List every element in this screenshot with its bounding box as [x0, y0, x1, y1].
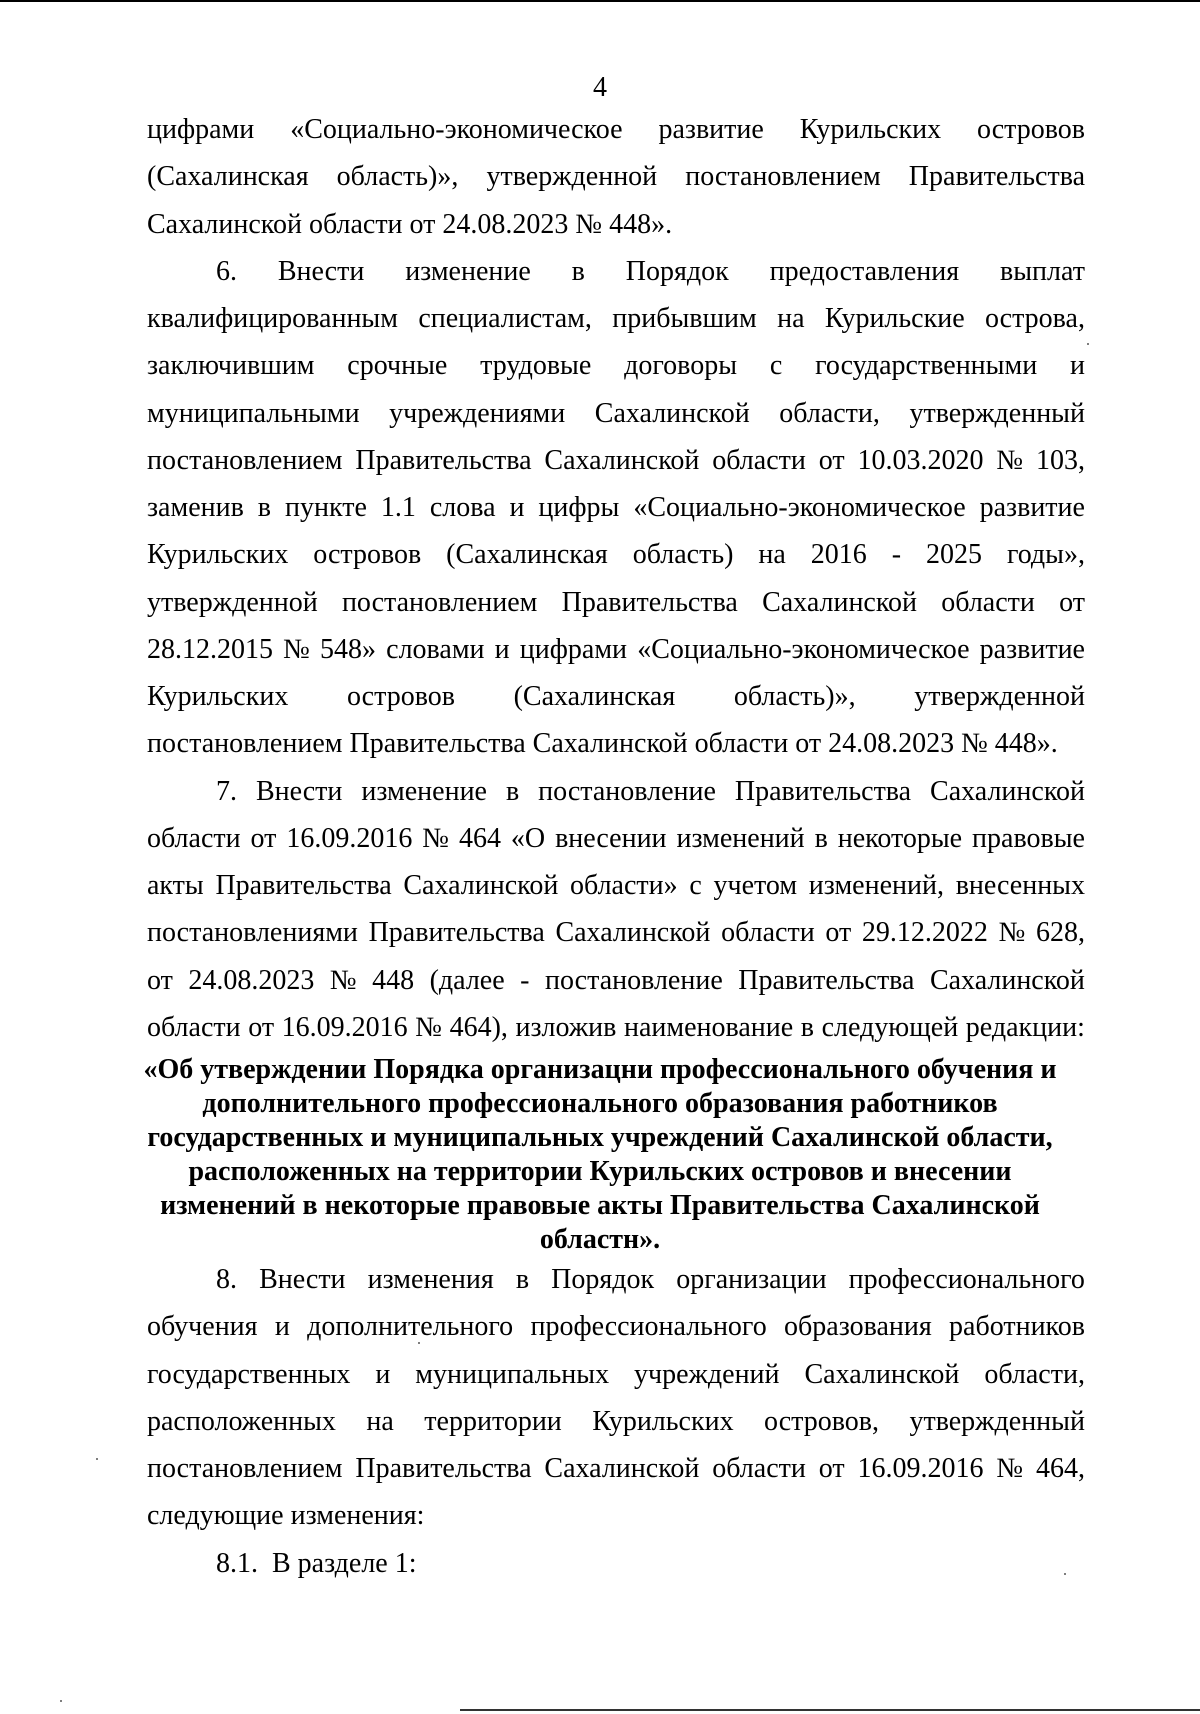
word: № [283, 634, 310, 665]
word: (далее [429, 965, 505, 996]
word: № [996, 1453, 1024, 1484]
word: области, [984, 1359, 1085, 1390]
word: в [571, 256, 585, 287]
word: 464 [458, 823, 501, 854]
text-line [147, 159, 1085, 199]
word: государственными [815, 350, 1038, 381]
word: следующей [821, 1012, 959, 1043]
word: в [800, 1012, 814, 1043]
word: островов [346, 681, 455, 712]
word: заменив [147, 492, 244, 523]
text-line [147, 348, 1085, 388]
word: утвержденный [909, 1406, 1085, 1437]
word: 548» [320, 634, 376, 665]
word: профессионального [848, 1264, 1085, 1295]
word: область) [632, 539, 734, 570]
word: и [1070, 350, 1085, 381]
word: цифры [538, 492, 620, 523]
word: учетом [713, 870, 798, 901]
word: постановлениями [147, 917, 358, 948]
word: 10.03.2020 [857, 445, 984, 476]
word: (Сахалинская [513, 681, 676, 712]
word: изменение [361, 776, 487, 807]
word: утвержденный [909, 398, 1085, 429]
word: Правительства [355, 445, 532, 476]
word: островов [977, 114, 1085, 145]
word: «Социально-экономическое [637, 634, 970, 665]
subsection-8-1: 8.1. В разделе 1: [216, 1548, 417, 1579]
word: области [147, 1012, 241, 1043]
text-line [147, 301, 1085, 341]
word: изменений [676, 823, 805, 854]
word: области, [779, 398, 880, 429]
word: 29.12.2022 [861, 917, 988, 948]
word: Сахалинской [403, 870, 559, 901]
word: постановление [545, 965, 723, 996]
word: области [712, 1453, 806, 1484]
word: постановлением [147, 1453, 343, 1484]
word: учреждениями [389, 398, 566, 429]
word: 28.12.2015 [147, 634, 273, 665]
word: квалифицированным [147, 303, 398, 334]
word: Правительства [561, 587, 738, 618]
word: от [825, 917, 852, 948]
bottom-border [460, 1709, 1200, 1711]
word: изменений, [808, 870, 944, 901]
word: Сахалинской [544, 445, 700, 476]
word: 103, [1035, 445, 1085, 476]
text-line [147, 1309, 1085, 1349]
text-line [147, 396, 1085, 436]
scan-speck [96, 1458, 98, 1460]
word: словами [386, 634, 485, 665]
text-line [147, 632, 1085, 672]
bold-title-line: расположенных на территории Курильских островов и внесении [188, 1156, 1012, 1187]
word: 2025 [926, 539, 982, 570]
text-line [147, 915, 1085, 955]
word: области» [570, 870, 678, 901]
word: от [250, 823, 277, 854]
word: - [520, 965, 530, 996]
text-line [147, 868, 1085, 908]
word: № [422, 823, 450, 854]
word: на [777, 303, 805, 334]
word: островов [313, 539, 422, 570]
text-line [147, 679, 1085, 719]
word: 464), [449, 1012, 508, 1043]
word: № [996, 445, 1024, 476]
word: Сахалинской [594, 398, 750, 429]
word: Курильских [592, 1406, 734, 1437]
text-line [147, 112, 1085, 152]
word: Порядок [625, 256, 729, 287]
paragraph-6-start [216, 254, 1085, 294]
word: и [509, 492, 525, 523]
word: постановление [538, 776, 716, 807]
word: и [494, 634, 510, 665]
word: 628, [1035, 917, 1085, 948]
word: области [721, 917, 815, 948]
word: некоторые [837, 823, 963, 854]
word: Сахалинской [555, 917, 711, 948]
word: Курильские [824, 303, 965, 334]
word: внесенных [955, 870, 1085, 901]
word: постановлением [685, 161, 881, 192]
word: Сахалинской [929, 965, 1085, 996]
word: 16.09.2016 [281, 1012, 408, 1043]
word: государственных [147, 1359, 351, 1390]
word: Внести [277, 256, 365, 287]
word: в [257, 492, 272, 523]
text-line [147, 1404, 1085, 1444]
bold-title-line: областн». [539, 1224, 661, 1255]
word: постановлением [147, 445, 343, 476]
word: Правительства [215, 870, 392, 901]
scan-speck [1087, 343, 1089, 345]
bold-title-line: изменений в некоторые правовые акты Правительства Сахалинской [160, 1190, 1040, 1221]
word: пункте [285, 492, 367, 523]
word: территории [424, 1406, 562, 1437]
word: работников [949, 1311, 1085, 1342]
text-line [147, 963, 1085, 1003]
word: 24.08.2023 [188, 965, 315, 996]
word: № [329, 965, 357, 996]
word: внесении [555, 823, 667, 854]
word: срочные [347, 350, 448, 381]
word: постановлением [341, 587, 538, 618]
word: от [248, 1012, 275, 1043]
word: от [818, 1453, 845, 1484]
word: наименование [623, 1012, 794, 1043]
word: 464, [1035, 1453, 1085, 1484]
word: и [375, 1359, 391, 1390]
word: обучения [147, 1311, 258, 1342]
text-line [147, 537, 1085, 577]
bold-title-line: дополнительного профессионального образования работников [202, 1088, 998, 1119]
word: изложив [515, 1012, 617, 1043]
word: в [505, 776, 520, 807]
word: 6. [216, 256, 237, 287]
word: муниципальными [147, 398, 360, 429]
word: дополнительного [307, 1311, 514, 1342]
word: острова, [984, 303, 1085, 334]
word: № [415, 1012, 442, 1043]
word: муниципальных [415, 1359, 610, 1390]
word: предоставления [769, 256, 960, 287]
word: изменения [367, 1264, 494, 1295]
word: утвержденной [914, 681, 1085, 712]
word: Курильских [147, 681, 289, 712]
word: «Социально-экономическое [633, 492, 966, 523]
word: с [689, 870, 702, 901]
word: 16.09.2016 [857, 1453, 984, 1484]
word: области [147, 823, 241, 854]
word: 2016 [810, 539, 867, 570]
word: слова [429, 492, 496, 523]
word: трудовые [480, 350, 592, 381]
text-line [147, 1451, 1085, 1491]
word: 1.1 [380, 492, 416, 523]
word: Порядок [551, 1264, 655, 1295]
word: островов, [764, 1406, 879, 1437]
scan-speck [1064, 1573, 1066, 1575]
word: годы», [1006, 539, 1085, 570]
text-line [147, 821, 1085, 861]
word: Сахалинской [804, 1359, 960, 1390]
word: Сахалинской [930, 776, 1085, 807]
word: специалистам, [418, 303, 592, 334]
word: утвержденной [486, 161, 658, 192]
word: развитие [658, 114, 764, 145]
text-line [147, 443, 1085, 483]
word: выплат [1000, 256, 1085, 287]
word: Правительства [908, 161, 1085, 192]
word: от [818, 445, 845, 476]
word: расположенных [147, 1406, 336, 1437]
word: Правительства [734, 776, 912, 807]
top-border [0, 0, 1200, 2]
word: учреждений [634, 1359, 780, 1390]
page-number: 4 [593, 72, 607, 103]
word: Курильских [799, 114, 942, 145]
word: договоры [624, 350, 737, 381]
word: Внести [255, 776, 343, 807]
word: с [769, 350, 783, 381]
text-line [147, 490, 1085, 530]
word: Сахалинской [544, 1453, 700, 1484]
word: «О [510, 823, 546, 854]
word: изменение [405, 256, 531, 287]
word: в [814, 823, 828, 854]
word: 16.09.2016 [286, 823, 413, 854]
text-line: постановлением Правительства Сахалинской области от 24.08.2023 № 448». [147, 728, 1058, 759]
word: (Сахалинская [446, 539, 608, 570]
word: 8. [216, 1264, 237, 1295]
text-line: Сахалинской области от 24.08.2023 № 448». [147, 209, 673, 240]
word: область)», [733, 681, 856, 712]
word: от [147, 965, 173, 996]
word: развитие [979, 634, 1085, 665]
word: Внести [259, 1264, 346, 1295]
word: Сахалинской [762, 587, 918, 618]
word: редакции: [965, 1012, 1085, 1043]
word: акты [147, 870, 204, 901]
word: область)», [336, 161, 459, 192]
word: области [712, 445, 806, 476]
text-line [147, 585, 1085, 625]
word: на [758, 539, 786, 570]
text-line [147, 1357, 1085, 1397]
paragraph-7-start [216, 774, 1085, 814]
word: на [366, 1406, 394, 1437]
word: № [998, 917, 1026, 948]
bold-title-line: «Об утверждении Порядка организацни профессионального обучения и [143, 1054, 1057, 1085]
word: 7. [216, 776, 237, 807]
bold-title-line: государственных и муниципальных учреждений Сахалинской области, [147, 1122, 1053, 1153]
word: в [515, 1264, 530, 1295]
word: 448 [372, 965, 415, 996]
word: развитие [979, 492, 1085, 523]
word: Правительства [368, 917, 545, 948]
text-line: следующие изменения: [147, 1500, 425, 1531]
word: Курильских [147, 539, 289, 570]
word: образования [784, 1311, 932, 1342]
paragraph-8-start [216, 1262, 1085, 1302]
word: профессионального [530, 1311, 767, 1342]
word: цифрами [147, 114, 255, 145]
word: прибывшим [612, 303, 757, 334]
word: (Сахалинская [147, 161, 309, 192]
word: Правительства [355, 1453, 532, 1484]
word: и [274, 1311, 290, 1342]
word: «Социально-экономическое [290, 114, 623, 145]
word: правовые [972, 823, 1085, 854]
scan-speck [60, 1700, 62, 1702]
word: утвержденной [147, 587, 318, 618]
word: - [891, 539, 902, 570]
word: организации [676, 1264, 827, 1295]
word: от [1059, 587, 1085, 618]
scan-speck [418, 1342, 420, 1344]
word: Правительства [738, 965, 915, 996]
word: области [941, 587, 1035, 618]
word: заключившим [147, 350, 315, 381]
word: цифрами [519, 634, 628, 665]
text-line [147, 1010, 1085, 1050]
